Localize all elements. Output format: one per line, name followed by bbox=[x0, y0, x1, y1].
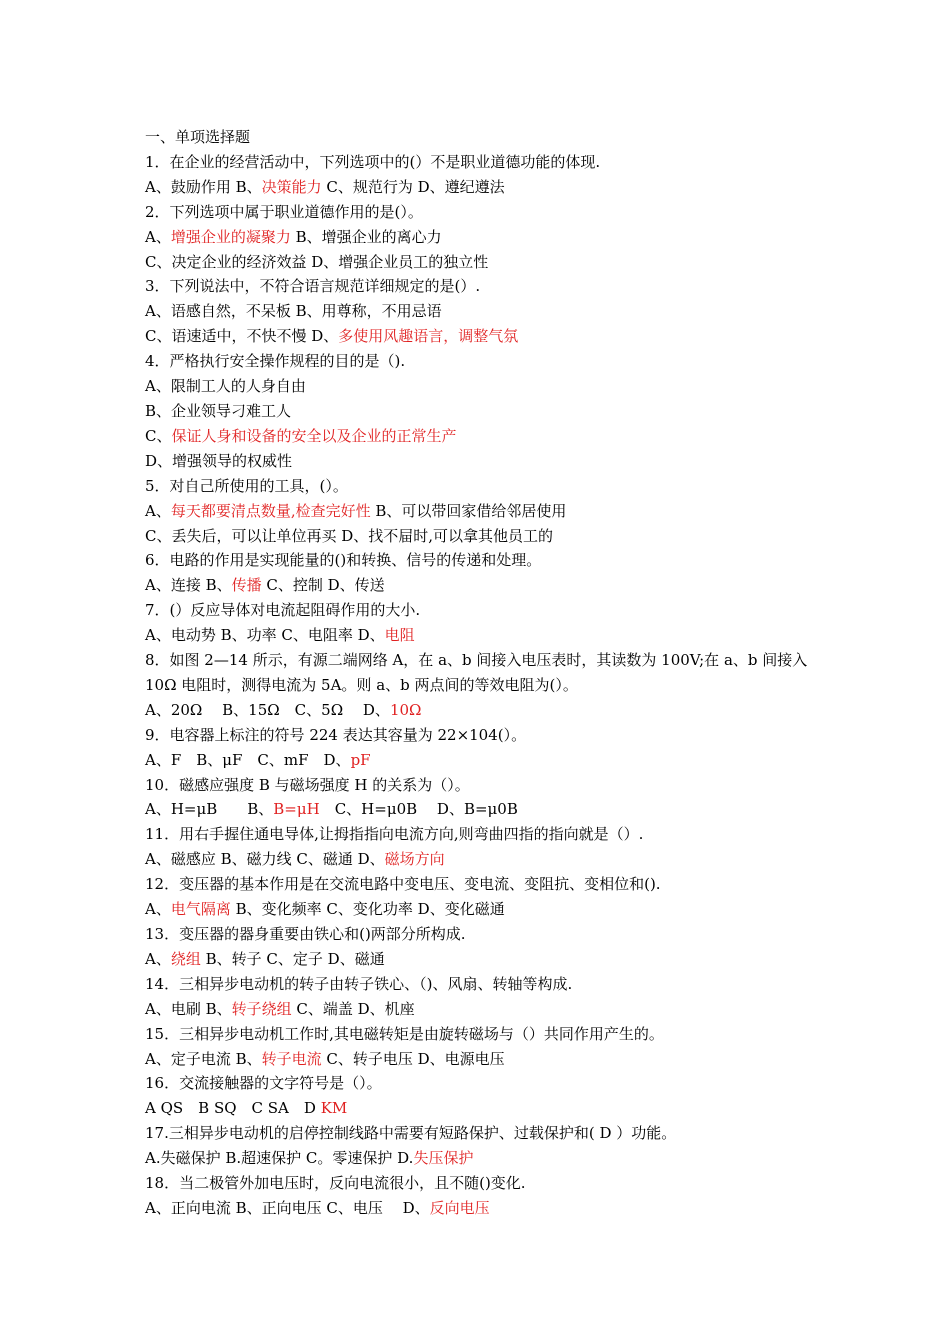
text-line bbox=[145, 822, 825, 847]
text-line bbox=[145, 648, 825, 698]
text-line bbox=[145, 274, 825, 299]
text-line bbox=[145, 1146, 825, 1171]
text-line bbox=[145, 524, 825, 549]
text-line bbox=[145, 250, 825, 275]
text-segment: B、转子 C、定子 D、磁通 bbox=[200, 949, 385, 968]
text-line bbox=[145, 1047, 825, 1072]
text-segment: B、增强企业的离心力 bbox=[290, 227, 442, 246]
text-line bbox=[145, 424, 825, 449]
text-line bbox=[145, 324, 825, 349]
text-segment: 17.三相异步电动机的启停控制线路中需要有短路保护、过载保护和( D ）功能。 bbox=[145, 1124, 677, 1143]
text-segment: 11．用右手握住通电导体,让拇指指向电流方向,则弯曲四指的指向就是（）. bbox=[145, 825, 644, 844]
text-segment: C、规范行为 D、遵纪遵法 bbox=[321, 177, 505, 196]
text-line bbox=[145, 997, 825, 1022]
text-line bbox=[145, 847, 825, 872]
answer-highlight: 决策能力 bbox=[261, 177, 322, 196]
text-segment: A.失磁保护 B.超速保护 C。零速保护 D. bbox=[145, 1149, 414, 1168]
text-segment: D、增强领导的权威性 bbox=[145, 451, 293, 470]
text-segment: 8．如图 2—14 所示，有源二端网络 A，在 a、b 间接入电压表时，其读数为 100V;在 a、b 间接入 10Ω 电阻时，测得电流为 5A。则 a、b 两点间的等效电阻为(）。 bbox=[145, 651, 808, 694]
text-line bbox=[145, 1096, 825, 1121]
text-line bbox=[145, 150, 825, 175]
text-line bbox=[145, 225, 825, 250]
text-line bbox=[145, 499, 825, 524]
text-segment: 4．严格执行安全操作规程的目的是（). bbox=[145, 352, 406, 371]
text-line bbox=[145, 349, 825, 374]
answer-highlight: 转子绕组 bbox=[231, 999, 292, 1018]
text-segment: A、20Ω B、15Ω C、5Ω D、 bbox=[145, 700, 390, 719]
text-line bbox=[145, 598, 825, 623]
text-line bbox=[145, 374, 825, 399]
answer-highlight: 反向电压 bbox=[429, 1198, 490, 1217]
text-segment: B、可以带回家借给邻居使用 bbox=[370, 501, 567, 520]
text-line bbox=[145, 748, 825, 773]
answer-highlight: 失压保护 bbox=[413, 1149, 474, 1168]
text-segment: A、正向电流 B、正向电压 C、电压 D、 bbox=[145, 1198, 430, 1217]
document-body bbox=[145, 125, 825, 1221]
text-segment: A、电动势 B、功率 C、电阻率 D、 bbox=[145, 626, 385, 645]
text-segment: A、鼓励作用 B、 bbox=[145, 177, 262, 196]
text-line bbox=[145, 947, 825, 972]
text-segment: C、转子电压 D、电源电压 bbox=[321, 1049, 505, 1068]
text-line bbox=[145, 897, 825, 922]
text-segment: A、电刷 B、 bbox=[145, 999, 232, 1018]
text-line bbox=[145, 200, 825, 225]
text-segment: B、企业领导刁难工人 bbox=[145, 401, 292, 420]
text-segment: A、H=μB B、 bbox=[145, 800, 274, 819]
answer-highlight: 转子电流 bbox=[261, 1049, 322, 1068]
answer-highlight: 电气隔离 bbox=[170, 900, 231, 919]
text-line bbox=[145, 399, 825, 424]
answer-highlight: 保证人身和设备的安全以及企业的正常生产 bbox=[171, 426, 457, 445]
text-line bbox=[145, 922, 825, 947]
text-line bbox=[145, 1196, 825, 1221]
answer-highlight: 10Ω bbox=[389, 700, 422, 719]
text-segment: A QS B SQ C SA D bbox=[145, 1099, 321, 1118]
text-segment: 10．磁感应强度 B 与磁场强度 H 的关系为（）。 bbox=[145, 775, 470, 794]
text-segment: A、连接 B、 bbox=[145, 576, 232, 595]
text-line bbox=[145, 1121, 825, 1146]
text-line bbox=[145, 1171, 825, 1196]
text-segment: 1．在企业的经营活动中，下列选项中的(）不是职业道德功能的体现. bbox=[145, 152, 601, 171]
text-segment: 一、单项选择题 bbox=[145, 128, 251, 146]
text-line bbox=[145, 972, 825, 997]
text-segment: A、 bbox=[145, 501, 171, 520]
answer-highlight: 多使用风趣语言，调整气氛 bbox=[338, 327, 519, 346]
text-segment: C、语速适中，不快不慢 D、 bbox=[145, 327, 339, 346]
text-segment: 12．变压器的基本作用是在交流电路中变电压、变电流、变阻抗、变相位和(). bbox=[145, 875, 661, 894]
text-line bbox=[145, 797, 825, 822]
text-segment: B、变化频率 C、变化功率 D、变化磁通 bbox=[230, 900, 505, 919]
text-segment: 5．对自己所使用的工具，(）。 bbox=[145, 476, 348, 495]
text-line bbox=[145, 474, 825, 499]
text-segment: A、F B、μF C、mF D、 bbox=[145, 750, 351, 769]
text-line bbox=[145, 1022, 825, 1047]
text-segment: A、 bbox=[145, 900, 171, 919]
text-segment: C、丢失后，可以让单位再买 D、找不屇时,可以拿其他员工的 bbox=[145, 526, 554, 545]
answer-highlight: KM bbox=[320, 1099, 348, 1118]
text-segment: 7．(）反应导体对电流起阻碍作用的大小. bbox=[145, 601, 421, 620]
text-segment: A、限制工人的人身自由 bbox=[145, 377, 306, 396]
text-segment: 6．电路的作用是实现能量的()和转换、信号的传递和处理。 bbox=[145, 551, 542, 570]
text-line bbox=[145, 573, 825, 598]
text-segment: A、磁感应 B、磁力线 C、磁通 D、 bbox=[145, 850, 385, 869]
text-segment: C、控制 D、传送 bbox=[261, 576, 385, 595]
text-line bbox=[145, 299, 825, 324]
text-line bbox=[145, 723, 825, 748]
text-line bbox=[145, 449, 825, 474]
text-segment: 16．交流接触器的文字符号是（）。 bbox=[145, 1074, 382, 1093]
answer-highlight: 传播 bbox=[231, 576, 262, 595]
text-segment: C、端盖 D、机座 bbox=[291, 999, 415, 1018]
text-segment: C、 bbox=[145, 426, 172, 445]
answer-highlight: B=μH bbox=[273, 800, 320, 819]
text-line bbox=[145, 548, 825, 573]
text-line bbox=[145, 125, 825, 150]
text-segment: 2．下列选项中属于职业道德作用的是(）。 bbox=[145, 202, 423, 221]
text-segment: 3．下列说法中，不符合语言规范详细规定的是(）. bbox=[145, 277, 481, 296]
text-segment: 15．三相异步电动机工作时,其电磁转矩是由旋转磁场与（）共同作用产生的。 bbox=[145, 1024, 664, 1043]
text-segment: 13．变压器的器身重要由铁心和()两部分所构成. bbox=[145, 925, 466, 943]
answer-highlight: 绕组 bbox=[170, 949, 201, 968]
answer-highlight: pF bbox=[350, 750, 371, 769]
answer-highlight: 磁场方向 bbox=[384, 850, 445, 869]
text-line bbox=[145, 623, 825, 648]
text-segment: 14．三相异步电动机的转子由转子铁心、（)、风扇、转轴等构成. bbox=[145, 974, 573, 993]
text-line bbox=[145, 1071, 825, 1096]
text-segment: C、决定企业的经济效益 D、增强企业员工的独立性 bbox=[145, 252, 489, 271]
text-segment: A、 bbox=[145, 227, 171, 246]
answer-highlight: 增强企业的凝聚力 bbox=[170, 227, 291, 246]
text-segment: A、定子电流 B、 bbox=[145, 1049, 262, 1068]
text-line bbox=[145, 698, 825, 723]
text-segment: 18．当二极管外加电压时，反向电流很小，且不随()变化. bbox=[145, 1174, 526, 1193]
answer-highlight: 每天都要清点数量,检查完好性 bbox=[170, 501, 371, 520]
text-segment: 9．电容器上标注的符号 224 表达其容量为 22×104(）。 bbox=[145, 725, 527, 744]
text-line bbox=[145, 175, 825, 200]
text-segment: A、 bbox=[145, 949, 171, 968]
text-segment: A、语感自然，不呆板 B、用尊称，不用忌语 bbox=[145, 302, 442, 321]
answer-highlight: 电阻 bbox=[384, 626, 415, 645]
text-line bbox=[145, 872, 825, 897]
text-segment: C、H=μ0B D、B=μ0B bbox=[319, 800, 518, 819]
text-line bbox=[145, 773, 825, 798]
